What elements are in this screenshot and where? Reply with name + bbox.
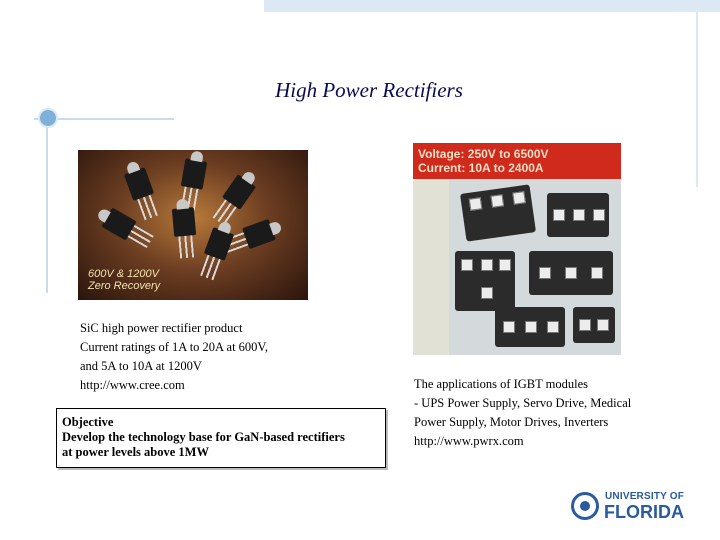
objective-line: at power levels above 1MW: [62, 445, 209, 459]
rectifier-chip: [181, 158, 208, 189]
description-line: SiC high power rectifier product: [80, 321, 243, 335]
igbt-module: [529, 251, 613, 295]
rectifier-chip: [204, 227, 234, 261]
rectifier-chip: [101, 207, 136, 240]
description-line: Power Supply, Motor Drives, Inverters: [414, 415, 609, 429]
objective-heading: Objective: [62, 415, 114, 429]
left-accent-line-vertical: [46, 118, 48, 293]
rectifier-chip: [124, 167, 154, 201]
top-accent-bar: [264, 0, 720, 12]
igbt-module: [460, 184, 536, 241]
modules-background: [449, 179, 621, 355]
caption-line: Zero Recovery: [88, 280, 161, 292]
rectifier-chip: [242, 219, 276, 249]
igbt-module: [495, 307, 565, 347]
description-line: The applications of IGBT modules: [414, 377, 589, 391]
igbt-module: [573, 307, 615, 343]
caption-line: 600V & 1200V: [88, 268, 159, 280]
university-seal-icon: [571, 492, 599, 520]
accent-circle: [38, 108, 58, 128]
university-logo: [571, 490, 689, 524]
slide-title: High Power Rectifiers: [275, 78, 463, 102]
photo-caption: [88, 268, 160, 292]
igbt-module: [455, 251, 515, 311]
cree-link[interactable]: http://www.cree.com: [80, 378, 185, 392]
logo-florida-text: FLORIDA: [604, 502, 684, 522]
description-line: and 5A to 10A at 1200V: [80, 359, 202, 373]
logo-university-text: UNIVERSITY OF: [605, 491, 685, 502]
rectifier-chip: [222, 174, 256, 210]
sic-description: [80, 319, 268, 395]
description-line: - UPS Power Supply, Servo Drive, Medical: [414, 396, 632, 410]
igbt-description: [414, 375, 631, 451]
objective-box: [56, 408, 386, 468]
current-spec: Current: 10A to 2400A: [418, 161, 544, 175]
description-line: Current ratings of 1A to 20A at 600V,: [80, 340, 268, 354]
igbt-module: [547, 193, 609, 237]
igbt-modules-photo: [413, 143, 621, 355]
objective-line: Develop the technology base for GaN-based rectifiers: [62, 430, 345, 444]
pwrx-link[interactable]: http://www.pwrx.com: [414, 434, 524, 448]
voltage-spec: Voltage: 250V to 6500V: [418, 147, 549, 161]
sic-rectifier-photo: [78, 150, 308, 300]
rectifier-chip: [172, 207, 196, 237]
specs-text: [418, 147, 549, 175]
